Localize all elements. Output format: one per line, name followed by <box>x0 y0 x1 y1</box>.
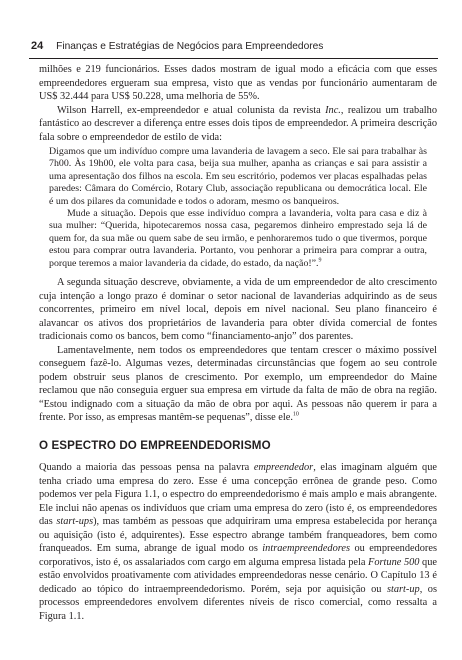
section-heading: O ESPECTRO DO EMPREENDEDORISMO <box>39 438 271 452</box>
running-header <box>31 40 436 52</box>
spectrum-em-3: intraempreendedores <box>262 543 351 555</box>
block-quote-second <box>49 208 427 270</box>
paragraph-continued: milhões e 219 funcionários. Esses dados mostram de igual modo a eficácia com que esses empreendedores ergueram sua empresa, visto que as vendas por funcionário aumentaram de US$ 32.444 para US$ 50.228, uma melhoria de 55%. <box>39 64 437 102</box>
spectrum-text-1: Quando a maioria das pessoas pensa na palavra <box>39 462 254 474</box>
spectrum-em-4: Fortune 500 <box>368 556 420 568</box>
page-number: 24 <box>31 40 44 52</box>
paragraph-harrell-text-a: Wilson Harrell, ex-empreendedor e atual colunista da revista <box>57 104 326 116</box>
footnote-ref-10: 10 <box>292 411 299 418</box>
spectrum-text-6: , os processos empreendedores envolvem diferentes níveis de risco comercial, como ressalta a Figura 1.1. <box>39 583 437 622</box>
spectrum-text-2: , elas imaginam alguém que tenha criado uma empresa do zero. Esse é uma concepção errônea de grande peso. Como podemos ver pela Figura 1.1, o espectro do empreendedorismo é mais amplo e mais abrangente. Ele inclui não apenas os indivíduos que criam uma empresa do zero (isto é, os empreendedores das <box>39 462 437 528</box>
spectrum-em-1: empreendedor <box>253 462 314 474</box>
paragraph-second-situation: A segunda situação descreve, obviamente, a vida de um empreendedor de alto crescimento cuja intenção a longo prazo é dominar o setor nacional de lavanderias adquirindo as de seus concorrentes, primeiro em nível local, depois em nível nacional. Seu plano financeiro é alavancar os ativos dos proprietários de lavanderia para obter dívida comercial de fontes tradicionais como os bancos, bem como “financiamento-anjo” dos parentes. <box>39 277 437 343</box>
spectrum-em-5: start-up <box>386 583 420 595</box>
paragraph-harrell-text-b: , realizou um trabalho fantástico ao descrever a diferença entre esses dois tipos de empreendedor. A primeira descrição fala sobre o empreendedor de estilo de vida: <box>39 104 438 143</box>
block-quote-first: Digamos que um indivíduo compre uma lavanderia de lavagem a seco. Ele sai para trabalhar às 7h00. Às 19h00, ele volta para casa, beija sua mulher, apanha as crianças e sai para assistir a uma apresentação dos filhos na escola. Em seu escritório, podemos ver placas espalhadas pelas paredes: Câmara do Comércio, Rotary Club, associação republicana ou democrática local. Ele é um dos pilares da comunidade e todos o adoram, mesmo os banqueiros. <box>49 146 427 207</box>
paragraph-spectrum <box>39 461 437 623</box>
spectrum-text-3: ), mas também as pessoas que adquiriram uma empresa estabelecida por herança ou aquisição (isto é, adquirentes). Esse espectro abrange também franqueadores, bem como franqueados. Em suma, abrange de igual modo os <box>39 516 438 555</box>
block-quote-second-text: Mude a situação. Depois que esse indivíduo compra a lavanderia, volta para casa e diz à sua mulher: “Querida, hipotecaremos nossa casa, pegaremos dinheiro emprestado seja lá de quem for, da sua mãe ou quem sabe de seu irmão, e penhoraremos tudo o que tivermos, porque estou para comprar outra lavanderia. Portanto, vou penhorar a primeira para comprar a outra, porque teremos a maior lavanderia da cidade, do estado, da nação!”. <box>49 208 427 269</box>
body-text <box>39 63 437 623</box>
paragraph-lamentably-text: Lamentavelmente, nem todos os empreendedores que tentam crescer o máximo possível conseguem fazê-lo. Algumas vezes, determinadas circunstâncias que fogem ao seu controle podem obstruir seus planos de crescimento. Por exemplo, um empreendedor do Maine reclamou que não conseguia erguer sua empresa em virtude da falta de mão de obra na região. “Estou indignado com a situação da mão de obra por aqui. As pessoas não querem ir para a frente. Por isso, as empresas mantêm-se pequenas”, disse ele. <box>39 344 437 424</box>
spectrum-text-4: ou empreendedores corporativos, isto é, os assalariados com cargo em alguma empresa listada pela <box>39 543 437 568</box>
magazine-name: Inc. <box>325 104 341 116</box>
paragraph-lamentably <box>39 344 437 425</box>
footnote-ref-9: 9 <box>318 257 322 264</box>
spectrum-em-2: start-ups <box>56 516 94 528</box>
running-title: Finanças e Estratégias de Negócios para Empreendedores <box>56 41 324 52</box>
header-rule <box>29 58 438 59</box>
spectrum-text-5: que estão envolvidos proativamente com atividades empreendedoras nesse cenário. O Capítulo 13 é dedicado ao tópico do intraempreendedorismo. Porém, seja por aquisição ou <box>39 556 437 595</box>
paragraph-harrell <box>39 104 437 145</box>
